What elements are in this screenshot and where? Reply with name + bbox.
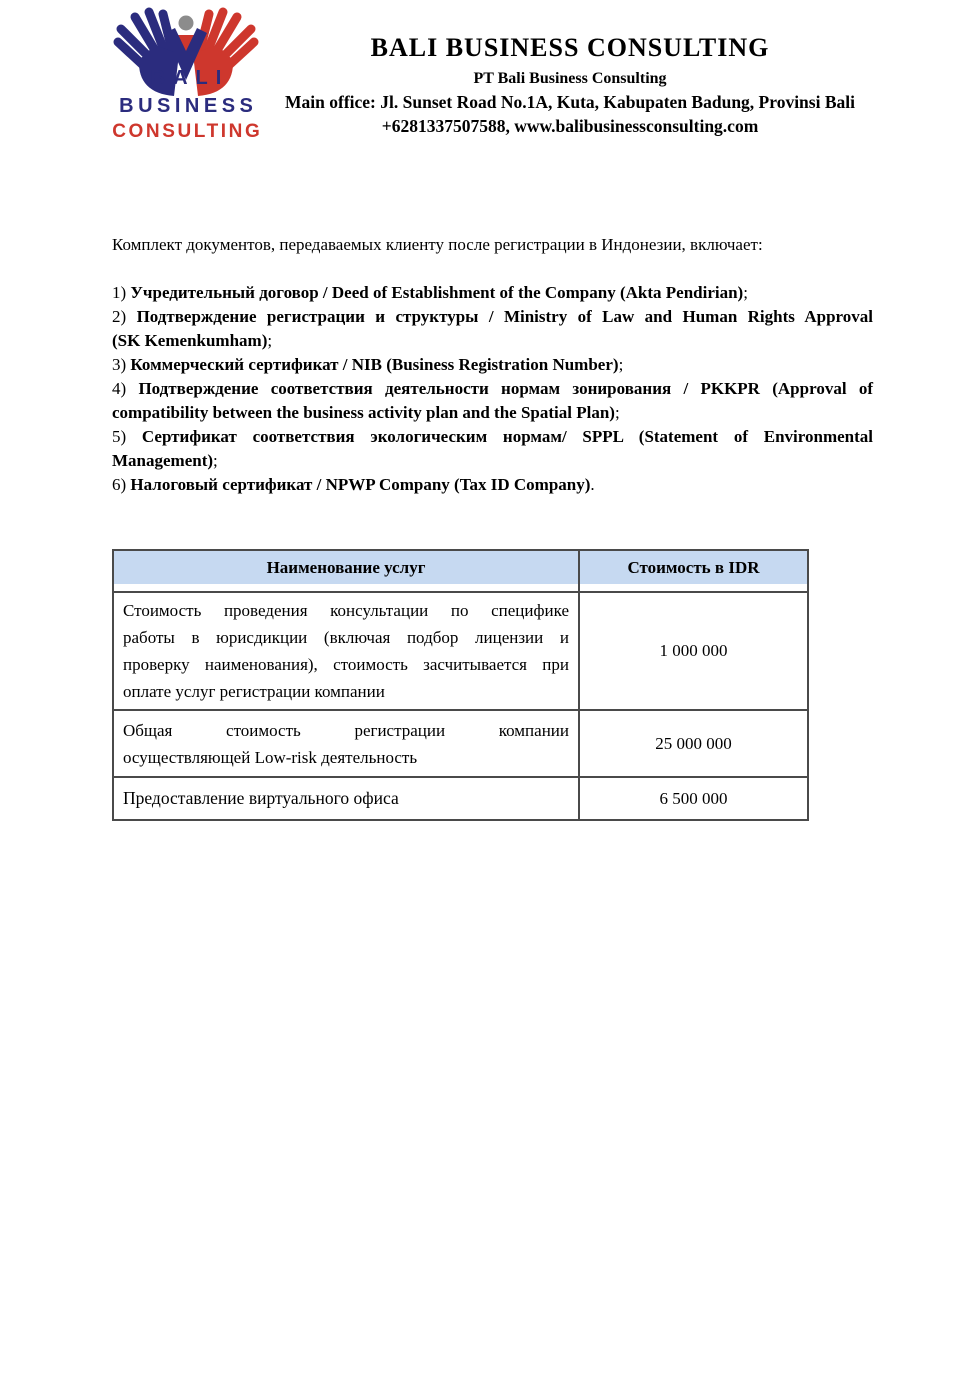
- list-item-5: [112, 425, 873, 473]
- list-item-punctuation: ;: [213, 451, 218, 470]
- company-address: Main office: Jl. Sunset Road No.1A, Kuta, Kabupaten Badung, Provinsi Bali: [285, 91, 855, 112]
- table-row: [113, 592, 808, 710]
- list-item-punctuation: ;: [614, 403, 620, 422]
- list-item-text: Сертификат соответствия экологическим нормам/ SPPL (Statement of Environmental: [141, 427, 873, 446]
- page-title: BALI BUSINESS CONSULTING: [370, 33, 770, 62]
- list-item-number: 4): [112, 379, 139, 398]
- service-text-line: Общая стоимость регистрации компании: [123, 720, 569, 740]
- table-header-row: [113, 550, 808, 592]
- list-item-number: 5): [112, 427, 142, 446]
- services-table: [112, 549, 809, 821]
- list-item-number: 6): [112, 475, 131, 494]
- document-list: [112, 281, 873, 497]
- list-item-3: [112, 353, 873, 377]
- service-text-line: оплате услуг регистрации компании: [123, 682, 385, 701]
- list-item-text: Коммерческий сертификат / NIB (Business Registration Number): [130, 355, 619, 374]
- col-header-service-label: Наименование услуг: [114, 551, 578, 584]
- service-text-line: осуществляющей Low-risk деятельность: [123, 747, 418, 767]
- service-text-line: Предоставление виртуального офиса: [123, 788, 399, 808]
- list-item-text: (SK Kemenkumham): [112, 331, 268, 350]
- service-cell: [113, 592, 579, 710]
- price-cell: 6 500 000: [579, 777, 808, 820]
- company-logo: [110, 6, 262, 148]
- service-cell: [113, 777, 579, 820]
- list-item-1: [112, 281, 873, 305]
- list-item-text: compatibility between the business activity plan and the Spatial Plan): [112, 403, 615, 422]
- list-item-number: 2): [112, 307, 137, 326]
- col-header-price: [579, 550, 808, 592]
- price-cell: 25 000 000: [579, 710, 808, 777]
- col-header-price-label: Стоимость в IDR: [580, 551, 807, 584]
- service-text-line: проверку наименования), стоимость засчитывается при: [123, 655, 569, 674]
- table-row: [113, 710, 808, 777]
- list-item-text: Учредительный договор / Deed of Establishment of the Company (Akta Pendirian): [130, 283, 744, 302]
- list-item-number: 1): [112, 283, 131, 302]
- list-item-punctuation: ;: [743, 283, 748, 302]
- list-item-text: Подтверждение соответствия деятельности нормам зонирования / PKKPR (Approval of: [138, 379, 873, 398]
- logo-word-bali: BALI: [150, 67, 230, 89]
- document-body: [112, 233, 873, 821]
- list-item-number: 3): [112, 355, 131, 374]
- service-cell: [113, 710, 579, 777]
- list-item-punctuation: ;: [618, 355, 624, 374]
- list-item-6: [112, 473, 873, 497]
- list-item-text: Подтверждение регистрации и структуры / Ministry of Law and Human Rights Approval: [136, 307, 873, 326]
- company-contact: +6281337507588, www.balibusinessconsulting.com: [381, 115, 759, 136]
- service-text-line: работы в юрисдикции (включая подбор лицензии и: [123, 628, 569, 647]
- list-item-4: [112, 377, 873, 425]
- company-subtitle: PT Bali Business Consulting: [473, 69, 667, 87]
- price-cell: 1 000 000: [579, 592, 808, 710]
- list-item-2: [112, 305, 873, 353]
- logo-word-consulting: CONSULTING: [112, 121, 263, 142]
- list-item-punctuation: .: [590, 475, 595, 494]
- list-item-text: Налоговый сертификат / NPWP Company (Tax ID Company): [130, 475, 591, 494]
- letterhead-text: [267, 33, 873, 137]
- table-row: [113, 777, 808, 820]
- list-item-punctuation: ;: [267, 331, 273, 350]
- logo-word-business: BUSINESS: [119, 95, 258, 117]
- col-header-service: [113, 550, 579, 592]
- intro-paragraph: Комплект документов, передаваемых клиенту после регистрации в Индонезии, включает:: [112, 235, 763, 254]
- list-item-text: Management): [112, 451, 214, 470]
- service-text-line: Стоимость проведения консультации по специфике: [123, 601, 569, 620]
